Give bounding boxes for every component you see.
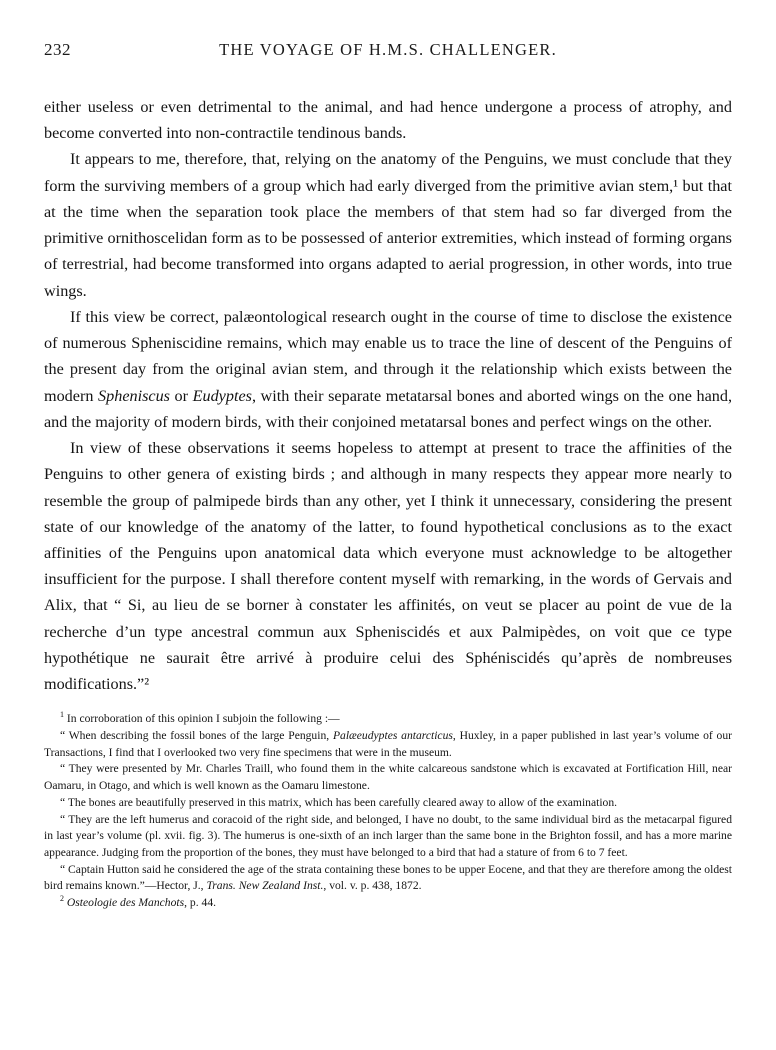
footnote-text: In corroboration of this opinion I subjoin the following :—	[66, 712, 340, 726]
running-head: THE VOYAGE OF H.M.S. CHALLENGER.	[219, 40, 557, 59]
footnote-text: “ The bones are beautifully preserved in this matrix, which has been carefully cleared away to allow of the examination.	[60, 795, 618, 809]
footnote-2	[44, 728, 732, 761]
paragraph-4: In view of these observations it seems hopeless to attempt at present to trace the affinities of the Penguins to other genera of existing birds ; and although in many respects they appear more nearly to resemble the group of palmipede birds than any other, yet I think it unnecessary, considering the present state of our knowledge of the anatomy of the latter, to found hypothetical conclusions as to the exact affinities of the Penguins upon anatomical data which everyone must acknowledge to be altogether insufficient for the purpose. I shall therefore content myself with remarking, in the words of Gervais and Alix, that “ Si, au lieu de se borner à constater les affinités, on veut se placer au point de vue de la recherche d’un type ancestral commun aux Spheniscidés et aux Palmipèdes, on voit que ce type hypothétique ne saurait être arrivé à produire celui des Sphéniscidés qu’après de nombreuses modifications.”²	[44, 439, 732, 694]
footnote-text: “ Captain Hutton said he considered the age of the strata containing these bones to be upper Eocene, and that they are therefore among the oldest bird remains known.”—Hector, J., Trans. New Zealand Inst., vol. v. p. 438, 1872.	[44, 862, 732, 893]
footnote-6	[44, 862, 732, 895]
footnote-text: Osteologie des Manchots, p. 44.	[66, 895, 217, 909]
footnote-marker: 2	[60, 894, 64, 904]
paragraph-2: It appears to me, therefore, that, relying on the anatomy of the Penguins, we must conclude that they form the surviving members of a group which had early diverged from the primitive avian stem,¹ but that at the time when the separation took place the members of that stem had so far diverged from the primitive ornithoscelidan form as to be possessed of anterior extremities, which instead of forming organs of terrestrial, had become transformed into organs adapted to aerial progression, in other words, into true wings.	[44, 150, 732, 300]
footnote-5	[44, 812, 732, 862]
page-header	[44, 40, 732, 70]
footnote-text: “ When describing the fossil bones of the large Penguin, Palæeudyptes antarcticus, Huxley, in a paper published in last year’s volume of our Transactions, I find that I overlooked two very fine specimens that were in the museum.	[44, 729, 732, 759]
body-text	[44, 94, 732, 697]
paragraph-3: If this view be correct, palæontological research ought in the course of time to disclose the existence of numerous Spheniscidine remains, which may enable us to trace the line of descent of the Penguins of the present day from the original avian stem, and through it the relationship which exists between the modern Spheniscus or Eudyptes, with their separate metatarsal bones and aborted wings on the one hand, and the majority of modern birds, with their conjoined metatarsal bones and perfect wings on the other.	[44, 307, 732, 431]
footnote-7	[44, 895, 732, 912]
page-number: 232	[44, 40, 71, 59]
footnote-text: “ They were presented by Mr. Charles Traill, who found them in the white calcareous sandstone which is excavated at Fortification Hill, near Oamaru, in Otago, and which is well known as the Oamaru limestone.	[44, 762, 732, 793]
footnotes	[44, 711, 732, 911]
footnote-marker: 1	[60, 710, 64, 720]
footnote-4	[44, 795, 732, 812]
footnote-text: “ They are the left humerus and coracoid of the right side, and belonged, I have no doubt, to the same individual bird as the metacarpal figured in last year’s volume (pl. xvii. fig. 3). The humerus is one-sixth of an inch larger than the same bone in the Brighton fossil, and has a more marine appearance. Judging from the proportion of the bones, they must have belonged to a bird that had a stature of from 6 to 7 feet.	[44, 812, 732, 859]
paragraph-1: either useless or even detrimental to the animal, and had hence undergone a process of atrophy, and become converted into non-contractile tendinous bands.	[44, 98, 732, 143]
footnote-1	[44, 711, 732, 728]
footnote-3	[44, 761, 732, 794]
